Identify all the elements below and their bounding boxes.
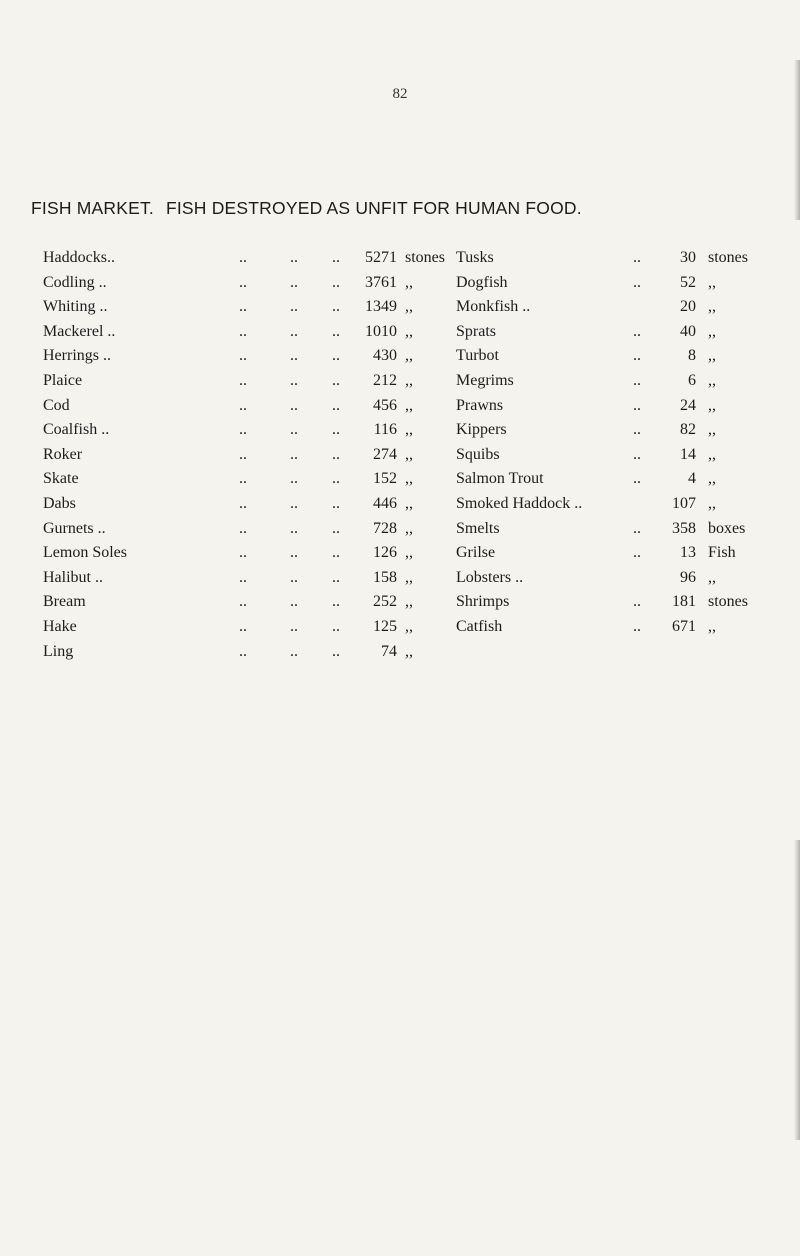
fish-quantity: 82	[680, 421, 696, 438]
table-row	[0, 297, 800, 321]
quantity-unit: ,,	[405, 347, 413, 364]
quantity-unit: ,,	[405, 274, 413, 291]
leader-dots: ..	[239, 274, 247, 291]
quantity-unit: ,,	[405, 298, 413, 315]
fish-name: Gurnets ..	[43, 520, 106, 537]
fish-name: Prawns	[456, 397, 504, 414]
fish-quantity: 24	[680, 397, 696, 414]
leader-dots: ..	[290, 593, 298, 610]
fish-name: Dabs	[43, 495, 76, 512]
leader-dots: ..	[633, 397, 641, 414]
table-row	[0, 543, 800, 567]
fish-name: Salmon Trout	[456, 470, 544, 487]
fish-quantity: 671	[672, 618, 696, 635]
fish-name: Cod	[43, 397, 70, 414]
fish-quantity: 5271	[365, 249, 397, 266]
fish-quantity: 456	[373, 397, 397, 414]
leader-dots: ..	[332, 470, 340, 487]
fish-quantity: 4	[688, 470, 696, 487]
fish-name: Shrimps	[456, 593, 510, 610]
leader-dots: ..	[332, 397, 340, 414]
quantity-unit: ,,	[708, 323, 716, 340]
leader-dots: ..	[290, 397, 298, 414]
leader-dots: ..	[332, 274, 340, 291]
leader-dots: ..	[290, 544, 298, 561]
quantity-unit: ,,	[405, 372, 413, 389]
leader-dots: ..	[633, 421, 641, 438]
quantity-unit: ,,	[708, 421, 716, 438]
leader-dots: ..	[332, 347, 340, 364]
quantity-unit: ,,	[405, 446, 413, 463]
leader-dots: ..	[633, 347, 641, 364]
leader-dots: ..	[332, 421, 340, 438]
leader-dots: ..	[332, 643, 340, 660]
quantity-unit: ,,	[405, 593, 413, 610]
fish-quantity: 52	[680, 274, 696, 291]
fish-quantity: 430	[373, 347, 397, 364]
quantity-unit: ,,	[708, 347, 716, 364]
leader-dots: ..	[633, 593, 641, 610]
fish-name: Lobsters ..	[456, 569, 524, 586]
leader-dots: ..	[239, 643, 247, 660]
page-number: 82	[392, 86, 408, 102]
quantity-unit: ,,	[708, 372, 716, 389]
quantity-unit: Fish	[708, 544, 736, 561]
quantity-unit: ,,	[405, 544, 413, 561]
fish-name: Monkfish ..	[456, 298, 531, 315]
table-row	[0, 346, 800, 370]
fish-quantity: 8	[688, 347, 696, 364]
quantity-unit: boxes	[708, 520, 746, 537]
leader-dots: ..	[239, 544, 247, 561]
page-heading	[31, 198, 582, 219]
leader-dots: ..	[290, 274, 298, 291]
leader-dots: ..	[633, 372, 641, 389]
table-row	[0, 494, 800, 518]
leader-dots: ..	[239, 397, 247, 414]
quantity-unit: ,,	[708, 446, 716, 463]
leader-dots: ..	[290, 323, 298, 340]
leader-dots: ..	[290, 618, 298, 635]
table-row	[0, 568, 800, 592]
fish-quantity: 116	[373, 421, 397, 438]
leader-dots: ..	[332, 593, 340, 610]
leader-dots: ..	[290, 446, 298, 463]
leader-dots: ..	[239, 421, 247, 438]
leader-dots: ..	[332, 298, 340, 315]
fish-name: Mackerel ..	[43, 323, 116, 340]
quantity-unit: ,,	[405, 569, 413, 586]
leader-dots: ..	[290, 372, 298, 389]
fish-quantity: 212	[373, 372, 397, 389]
fish-name: Tusks	[456, 249, 494, 266]
fish-quantity: 274	[373, 446, 397, 463]
fish-name: Coalfish ..	[43, 421, 110, 438]
fish-quantity: 3761	[365, 274, 397, 291]
quantity-unit: ,,	[405, 643, 413, 660]
fish-name: Kippers	[456, 421, 507, 438]
leader-dots: ..	[239, 470, 247, 487]
quantity-unit: ,,	[708, 495, 716, 512]
section-title: FISH MARKET.	[31, 198, 154, 218]
leader-dots: ..	[332, 618, 340, 635]
fish-name: Whiting ..	[43, 298, 108, 315]
quantity-unit: ,,	[708, 397, 716, 414]
leader-dots: ..	[332, 544, 340, 561]
quantity-unit: stones	[708, 249, 748, 266]
quantity-unit: ,,	[405, 470, 413, 487]
fish-name: Hake	[43, 618, 77, 635]
leader-dots: ..	[633, 618, 641, 635]
fish-name: Lemon Soles	[43, 544, 127, 561]
fish-quantity: 96	[680, 569, 696, 586]
leader-dots: ..	[239, 593, 247, 610]
fish-name: Bream	[43, 593, 86, 610]
leader-dots: ..	[633, 544, 641, 561]
fish-quantity: 6	[688, 372, 696, 389]
leader-dots: ..	[290, 298, 298, 315]
leader-dots: ..	[332, 495, 340, 512]
fish-quantity: 158	[373, 569, 397, 586]
table-row	[0, 617, 800, 641]
leader-dots: ..	[633, 446, 641, 463]
quantity-unit: ,,	[708, 569, 716, 586]
fish-name: Codling ..	[43, 274, 107, 291]
table-title: FISH DESTROYED AS UNFIT FOR HUMAN FOOD.	[165, 198, 582, 218]
leader-dots: ..	[239, 520, 247, 537]
fish-name: Skate	[43, 470, 79, 487]
fish-quantity: 126	[373, 544, 397, 561]
fish-name: Ling	[43, 643, 74, 660]
fish-quantity: 181	[672, 593, 696, 610]
fish-name: Turbot	[456, 347, 499, 364]
fish-quantity: 30	[680, 249, 696, 266]
fish-quantity: 20	[680, 298, 696, 315]
fish-quantity: 107	[672, 495, 696, 512]
table-row	[0, 469, 800, 493]
fish-name: Megrims	[456, 372, 514, 389]
table-row	[0, 592, 800, 616]
fish-quantity: 446	[373, 495, 397, 512]
quantity-unit: ,,	[405, 397, 413, 414]
fish-name: Dogfish	[456, 274, 508, 291]
fish-quantity: 13	[680, 544, 696, 561]
fish-quantity: 358	[672, 520, 696, 537]
leader-dots: ..	[332, 569, 340, 586]
fish-quantity: 252	[373, 593, 397, 610]
leader-dots: ..	[332, 323, 340, 340]
quantity-unit: ,,	[405, 618, 413, 635]
fish-name: Sprats	[456, 323, 496, 340]
quantity-unit: ,,	[708, 470, 716, 487]
fish-quantity: 125	[373, 618, 397, 635]
table-row	[0, 519, 800, 543]
leader-dots: ..	[239, 372, 247, 389]
quantity-unit: ,,	[405, 495, 413, 512]
table-row	[0, 445, 800, 469]
leader-dots: ..	[290, 421, 298, 438]
table-row	[0, 396, 800, 420]
leader-dots: ..	[332, 520, 340, 537]
leader-dots: ..	[290, 520, 298, 537]
fish-quantity: 1010	[365, 323, 397, 340]
fish-name: Roker	[43, 446, 83, 463]
fish-name: Smelts	[456, 520, 500, 537]
fish-destroyed-table	[0, 248, 800, 788]
leader-dots: ..	[239, 569, 247, 586]
fish-name: Herrings ..	[43, 347, 111, 364]
fish-name: Haddocks..	[43, 249, 115, 266]
table-row	[0, 273, 800, 297]
scan-edge-shadow	[794, 60, 800, 220]
table-row	[0, 371, 800, 395]
quantity-unit: ,,	[405, 421, 413, 438]
leader-dots: ..	[332, 446, 340, 463]
fish-quantity: 14	[680, 446, 696, 463]
table-row	[0, 642, 800, 666]
leader-dots: ..	[239, 347, 247, 364]
table-row	[0, 322, 800, 346]
leader-dots: ..	[239, 323, 247, 340]
quantity-unit: stones	[405, 249, 445, 266]
fish-quantity: 74	[381, 643, 397, 660]
fish-quantity: 1349	[365, 298, 397, 315]
leader-dots: ..	[290, 643, 298, 660]
leader-dots: ..	[633, 470, 641, 487]
leader-dots: ..	[633, 249, 641, 266]
table-row	[0, 420, 800, 444]
leader-dots: ..	[633, 323, 641, 340]
fish-quantity: 40	[680, 323, 696, 340]
fish-name: Catfish	[456, 618, 503, 635]
leader-dots: ..	[633, 520, 641, 537]
table-row	[0, 248, 800, 272]
fish-quantity: 152	[373, 470, 397, 487]
fish-name: Squibs	[456, 446, 500, 463]
quantity-unit: ,,	[708, 274, 716, 291]
quantity-unit: ,,	[708, 298, 716, 315]
leader-dots: ..	[290, 470, 298, 487]
leader-dots: ..	[633, 274, 641, 291]
quantity-unit: ,,	[405, 520, 413, 537]
leader-dots: ..	[332, 372, 340, 389]
leader-dots: ..	[239, 618, 247, 635]
leader-dots: ..	[239, 249, 247, 266]
fish-name: Smoked Haddock ..	[456, 495, 583, 512]
fish-name: Plaice	[43, 372, 83, 389]
fish-name: Halibut ..	[43, 569, 103, 586]
leader-dots: ..	[239, 495, 247, 512]
leader-dots: ..	[332, 249, 340, 266]
leader-dots: ..	[290, 249, 298, 266]
leader-dots: ..	[239, 446, 247, 463]
leader-dots: ..	[290, 347, 298, 364]
quantity-unit: ,,	[708, 618, 716, 635]
leader-dots: ..	[239, 298, 247, 315]
quantity-unit: ,,	[405, 323, 413, 340]
leader-dots: ..	[290, 569, 298, 586]
scan-edge-shadow	[794, 840, 800, 1140]
leader-dots: ..	[290, 495, 298, 512]
fish-name: Grilse	[456, 544, 496, 561]
quantity-unit: stones	[708, 593, 748, 610]
fish-quantity: 728	[373, 520, 397, 537]
